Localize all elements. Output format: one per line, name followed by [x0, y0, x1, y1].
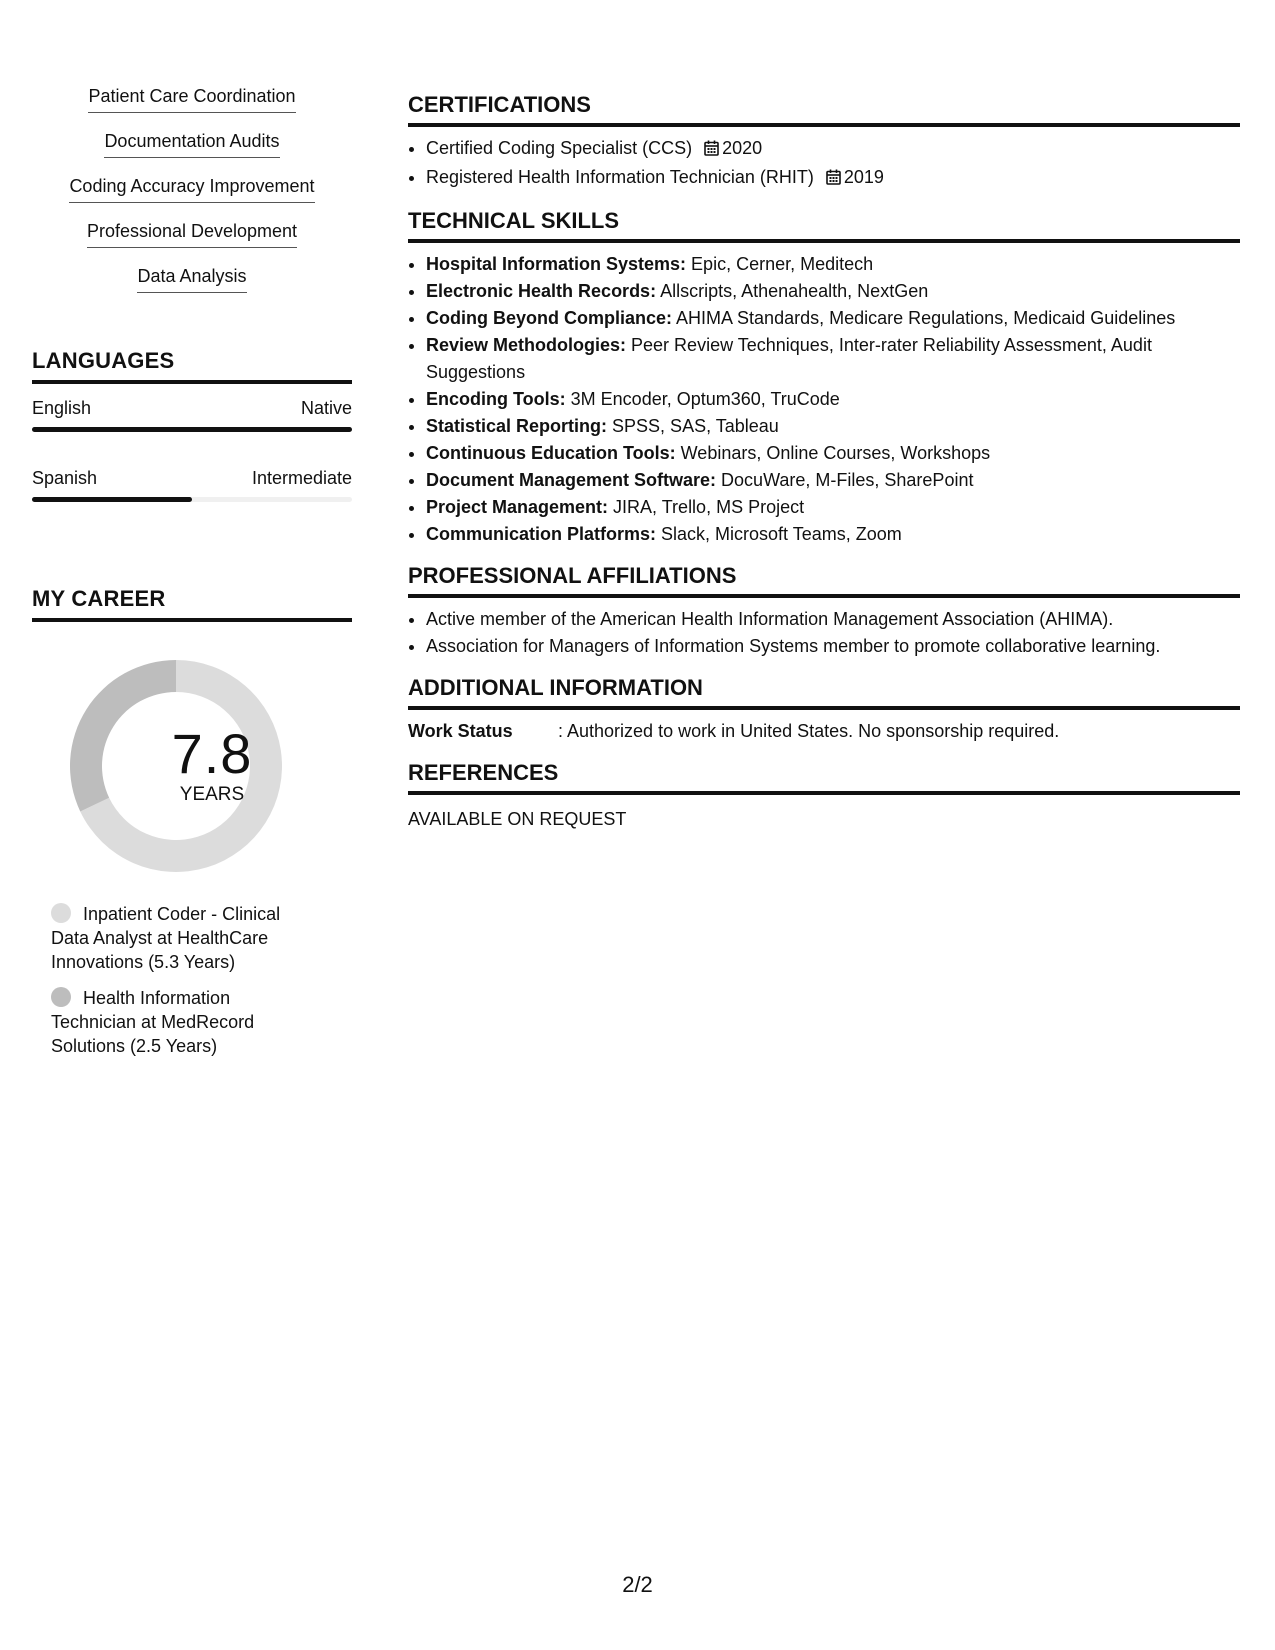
- career-legend: [32, 902, 301, 1058]
- sidebar: [32, 86, 352, 1070]
- technical-skills-list: [408, 251, 1240, 548]
- section-heading: CERTIFICATIONS: [408, 92, 1240, 127]
- skill-category: Coding Beyond Compliance:: [426, 308, 673, 328]
- main-content: [408, 92, 1240, 848]
- affiliations-list: [408, 606, 1240, 660]
- technical-skill-item: [426, 413, 1240, 440]
- career-legend-label: Inpatient Coder - Clinical Data Analyst at HealthCare Innovations (5.3 Years): [51, 904, 281, 972]
- work-status-value: : Authorized to work in United States. No sponsorship required.: [558, 721, 1060, 741]
- certification-item: [426, 135, 1240, 164]
- skill-category: Communication Platforms:: [426, 524, 657, 544]
- certification-year: 2020: [722, 138, 763, 158]
- skill-category: Project Management:: [426, 497, 609, 517]
- technical-skill-item: [426, 521, 1240, 548]
- career-total-unit: YEARS: [179, 784, 245, 805]
- language-item: [32, 468, 352, 502]
- skill-tag: Data Analysis: [137, 266, 246, 293]
- skill-category: Hospital Information Systems:: [426, 254, 687, 274]
- technical-skills-section: [408, 208, 1240, 548]
- calendar-icon: [704, 137, 719, 164]
- skill-values: Slack, Microsoft Teams, Zoom: [656, 524, 902, 544]
- career-total-years: 7.8: [171, 722, 253, 785]
- language-name: English: [32, 398, 92, 418]
- skill-values: 3M Encoder, Optum360, TruCode: [565, 389, 840, 409]
- language-proficiency-bar: [32, 427, 352, 432]
- skill-tag: Patient Care Coordination: [88, 86, 295, 113]
- career-legend-item: [51, 902, 301, 974]
- technical-skill-item: [426, 440, 1240, 467]
- career-legend-label: Health Information Technician at MedRecord Solutions (2.5 Years): [51, 988, 255, 1056]
- certification-name: Certified Coding Specialist (CCS): [426, 138, 693, 158]
- additional-information-section: [408, 675, 1240, 745]
- skill-category: Electronic Health Records:: [426, 281, 657, 301]
- affiliations-section: [408, 563, 1240, 660]
- skill-category: Encoding Tools:: [426, 389, 566, 409]
- section-heading: PROFESSIONAL AFFILIATIONS: [408, 563, 1240, 598]
- certification-year: 2019: [843, 167, 884, 187]
- affiliation-item: • Active member of the American Health Information Management Association (AHIMA).: [426, 606, 1240, 633]
- language-level: Intermediate: [251, 468, 352, 488]
- language-level: Native: [300, 398, 352, 418]
- skill-tag: Documentation Audits: [104, 131, 279, 158]
- career-donut-center: [100, 722, 324, 806]
- affiliation-item: • Association for Managers of Information Systems member to promote collaborative learning.: [426, 633, 1240, 660]
- certification-item: [426, 164, 1240, 193]
- section-heading: TECHNICAL SKILLS: [408, 208, 1240, 243]
- career-donut-chart: [32, 622, 352, 872]
- skill-values: Allscripts, Athenahealth, NextGen: [656, 281, 929, 301]
- skill-category: Review Methodologies:: [426, 335, 627, 355]
- technical-skill-item: [426, 332, 1240, 386]
- skill-values: SPSS, SAS, Tableau: [607, 416, 779, 436]
- section-heading: ADDITIONAL INFORMATION: [408, 675, 1240, 710]
- certification-name: Registered Health Information Technician (RHIT): [426, 167, 814, 187]
- skill-values: AHIMA Standards, Medicare Regulations, Medicaid Guidelines: [672, 308, 1176, 328]
- skill-values: Webinars, Online Courses, Workshops: [675, 443, 991, 463]
- career-legend-item: [51, 986, 301, 1058]
- calendar-icon: [826, 166, 841, 193]
- skill-tag: Professional Development: [87, 221, 297, 248]
- skill-category: Continuous Education Tools:: [426, 443, 676, 463]
- language-proficiency-bar: [32, 497, 352, 502]
- language-item: [32, 398, 352, 432]
- language-proficiency-fill: [32, 497, 192, 502]
- skill-values: Peer Review Techniques, Inter-rater Reliability Assessment, Audit Suggestions: [426, 335, 1152, 382]
- skill-category: Statistical Reporting:: [426, 416, 608, 436]
- technical-skill-item: [426, 251, 1240, 278]
- skill-tags: [32, 86, 352, 311]
- work-status-label: Work Status: [408, 721, 513, 741]
- work-status-row: [408, 718, 1240, 745]
- technical-skill-item: [426, 494, 1240, 521]
- technical-skill-item: [426, 386, 1240, 413]
- page-number: 2/2: [622, 1572, 653, 1597]
- career-heading: MY CAREER: [32, 586, 352, 622]
- language-name: Spanish: [32, 468, 98, 488]
- skill-tag: Coding Accuracy Improvement: [69, 176, 314, 203]
- certifications-section: [408, 92, 1240, 193]
- technical-skill-item: [426, 467, 1240, 494]
- skill-values: JIRA, Trello, MS Project: [608, 497, 805, 517]
- section-heading: REFERENCES: [408, 760, 1240, 795]
- language-proficiency-fill: [32, 427, 352, 432]
- certifications-list: [408, 135, 1240, 193]
- skill-values: DocuWare, M-Files, SharePoint: [716, 470, 974, 490]
- skill-values: Epic, Cerner, Meditech: [686, 254, 874, 274]
- technical-skill-item: [426, 305, 1240, 332]
- legend-dot-icon: [51, 903, 71, 923]
- references-section: [408, 760, 1240, 833]
- languages-heading: LANGUAGES: [32, 348, 352, 384]
- references-text: AVAILABLE ON REQUEST: [408, 809, 627, 829]
- technical-skill-item: [426, 278, 1240, 305]
- skill-category: Document Management Software:: [426, 470, 717, 490]
- legend-dot-icon: [51, 987, 71, 1007]
